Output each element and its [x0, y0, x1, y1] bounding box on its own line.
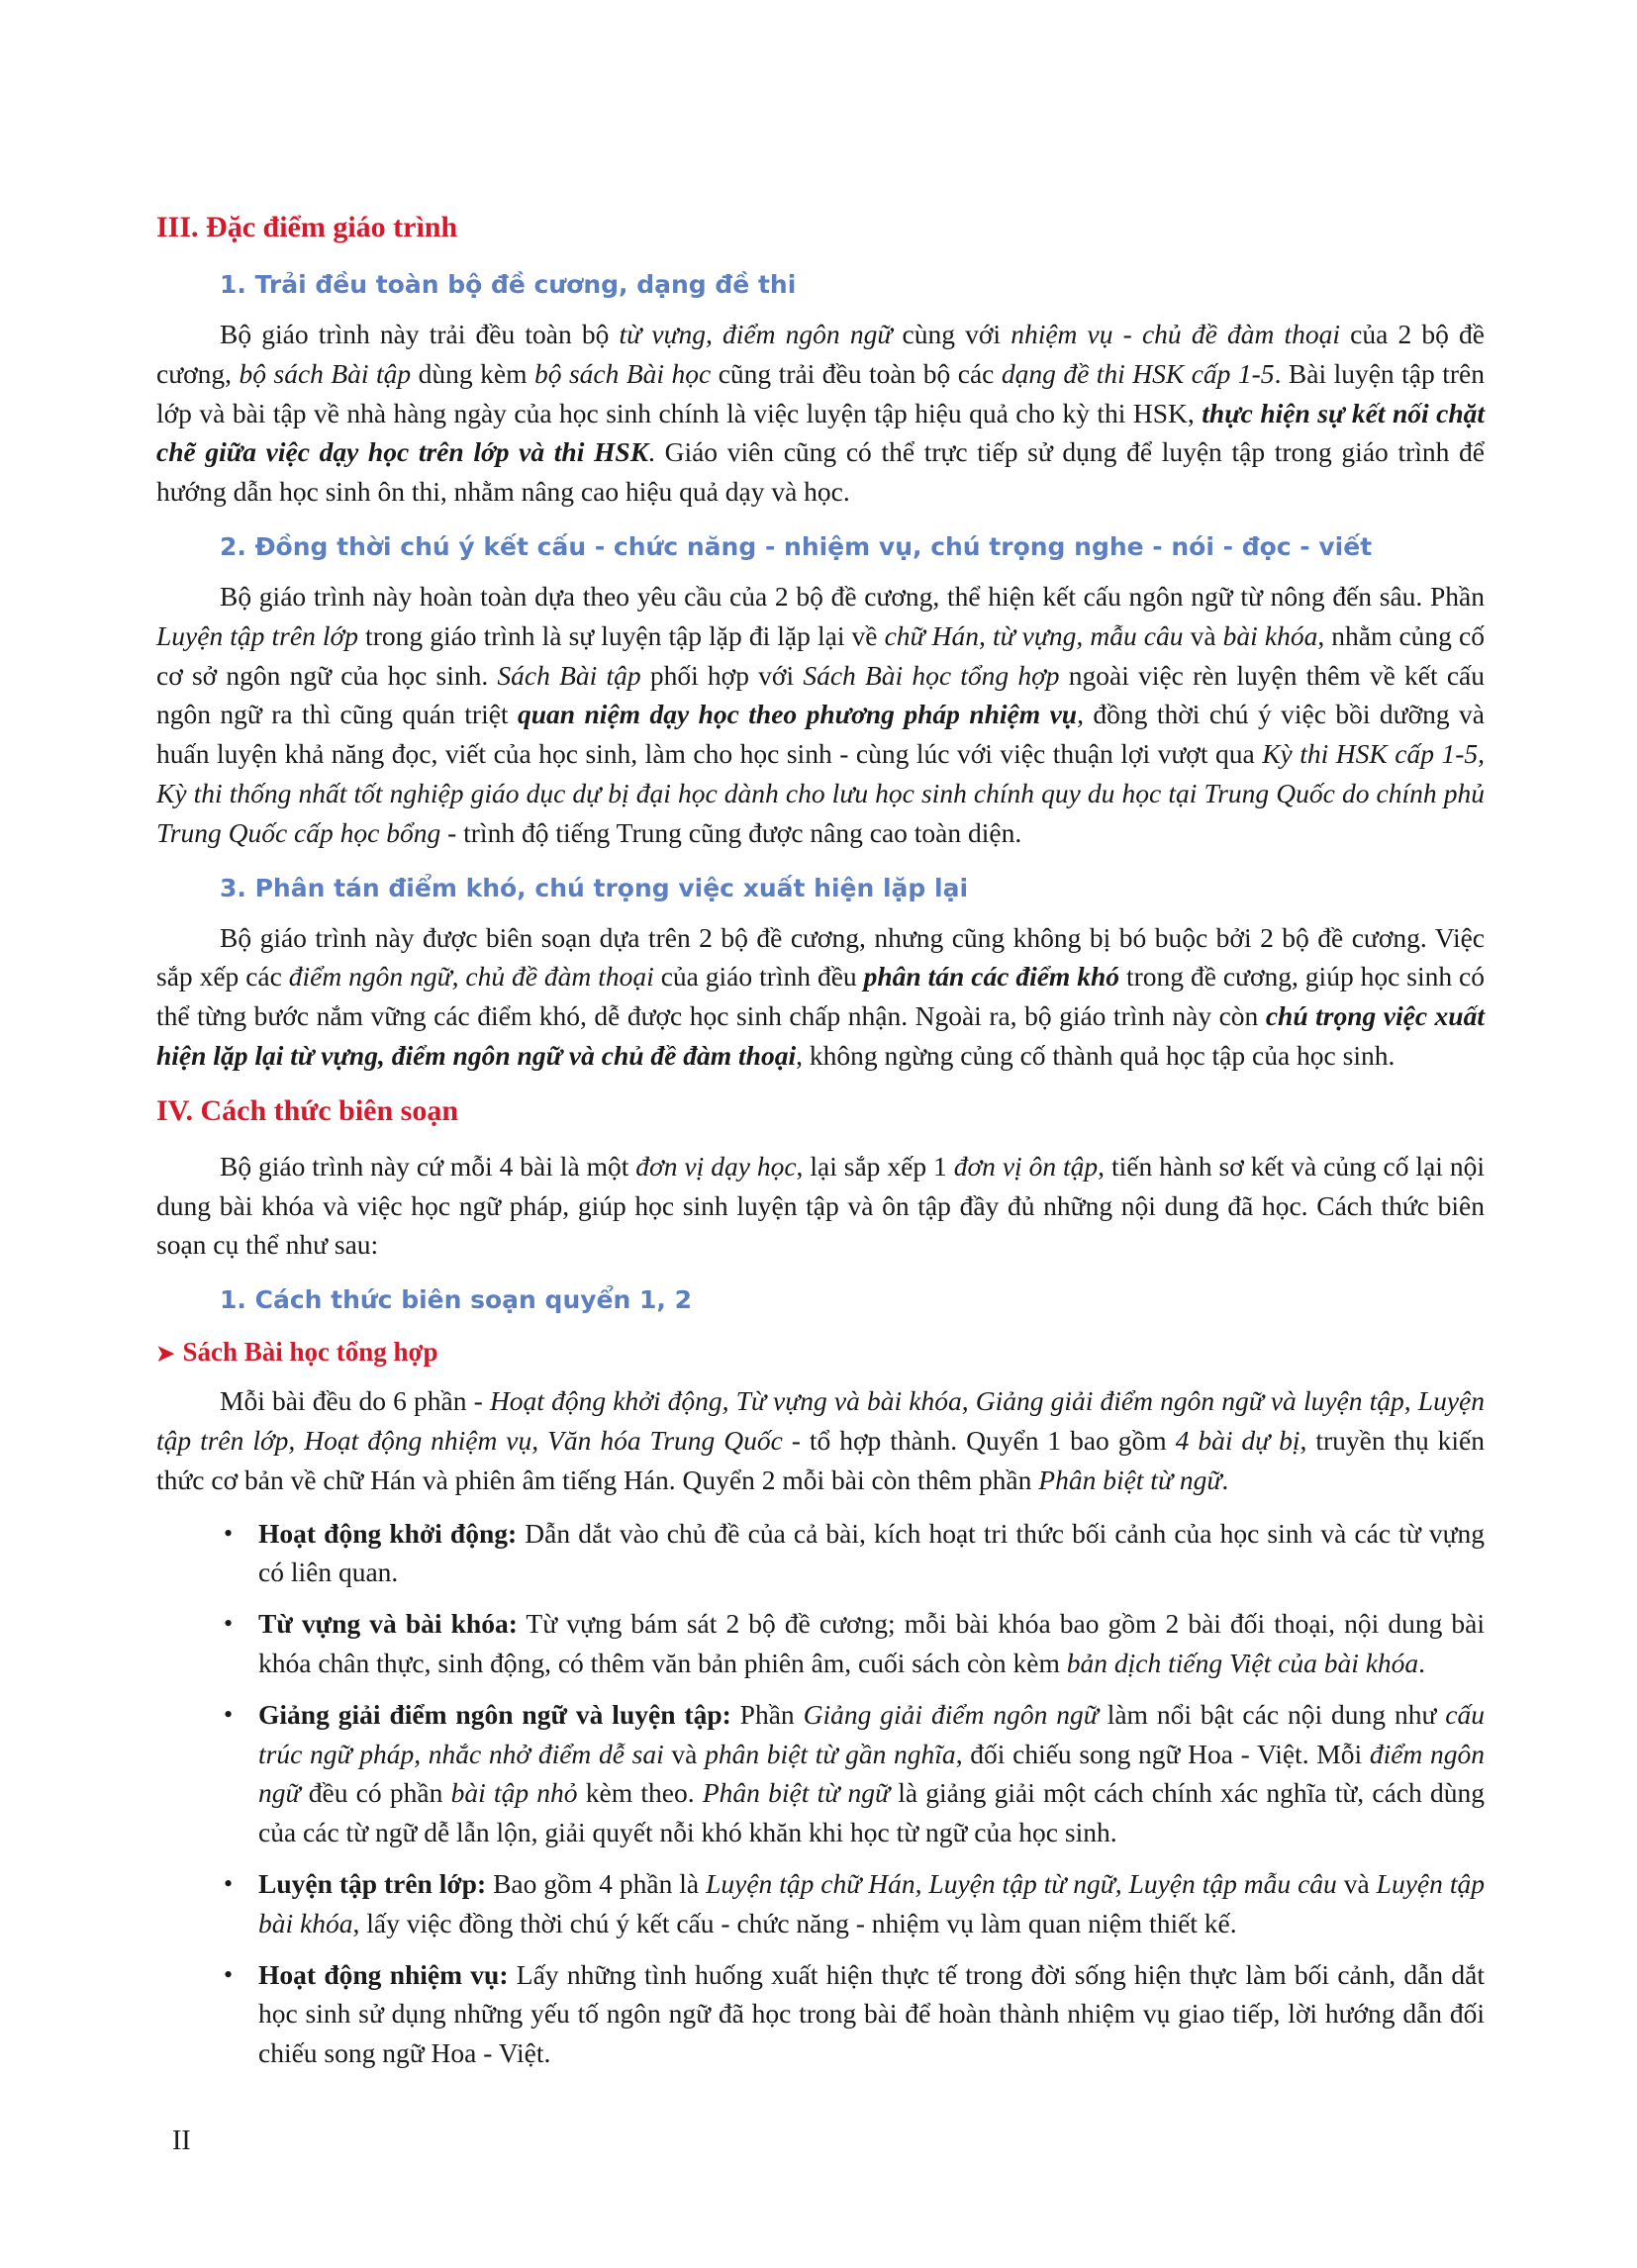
paragraph	[156, 315, 1485, 512]
text-run: - tổ hợp thành. Quyển 1 bao gồm	[782, 1424, 1176, 1456]
bold-italic-text: quan niệm dạy học theo phương pháp nhiệm vụ	[518, 699, 1078, 730]
italic-text: đơn vị ôn tập	[953, 1150, 1099, 1181]
text-run: Mỗi bài đều do 6 phần -	[220, 1385, 490, 1417]
text-run: 2. Đồng thời chú ý kết cấu - chức năng - nhiệm vụ, chú trọng nghe - nói - đọc - viết	[220, 531, 1373, 561]
text-run: cùng với	[892, 319, 1011, 349]
text-run: làm nổi bật các nội dung như	[1098, 1698, 1446, 1730]
italic-text: bản dịch tiếng Việt của bài khóa	[1066, 1647, 1419, 1678]
bullet-item	[156, 1604, 1485, 1683]
paragraph	[156, 1381, 1485, 1499]
paragraph	[156, 1147, 1485, 1265]
text-run: Phần	[730, 1698, 804, 1730]
bullet-item	[156, 1864, 1485, 1943]
italic-text: bộ sách Bài học	[533, 357, 712, 389]
text-run: .	[1221, 1464, 1229, 1495]
bullet-icon: •	[224, 1959, 234, 1989]
text-run: Sách Bài học tổng hợp	[182, 1337, 438, 1368]
text-run: , không ngừng củng cố thành quả học tập của học sinh.	[796, 1039, 1396, 1071]
page-number: II	[172, 2126, 191, 2156]
italic-text: dạng đề thi HSK cấp 1-5	[1001, 357, 1275, 389]
subsection-heading	[156, 867, 1485, 910]
text-run: , nhằm củng cố cơ sở ngôn ngữ của học sinh.	[156, 619, 1485, 691]
italic-text: cấu trúc ngữ pháp, nhắc nhở điểm dễ sai	[258, 1698, 1485, 1769]
subsection-heading	[156, 1278, 1485, 1322]
subsubsection-heading	[156, 1332, 1485, 1373]
section-heading	[156, 206, 1485, 249]
text-run: Bộ giáo trình này trải đều toàn bộ	[220, 319, 620, 349]
text-run: trong đề cương, giúp học sinh có thể từng bước nắm vững các điểm khó, dễ được học sinh chấp nhận. Ngoài ra, bộ giáo trình này còn	[156, 961, 1486, 1032]
bullet-item	[156, 1955, 1485, 2073]
text-run: của giáo trình đều	[653, 961, 864, 992]
text-run: và	[663, 1738, 706, 1769]
paragraph	[156, 918, 1485, 1076]
italic-text: chữ Hán, từ vựng, mẫu câu	[884, 619, 1184, 651]
text-run: Bao gồm 4 phần là	[486, 1867, 707, 1899]
italic-text: bài tập nhỏ	[450, 1777, 578, 1809]
text-run: đều có phần	[300, 1777, 451, 1809]
italic-text: Kỳ thi HSK cấp 1-5, Kỳ thi thống nhất tốt nghiệp giáo dục dự bị đại học dành cho lưu học sinh chính quy du học tại Trung Quốc do chính phủ Trung Quốc cấp học bổng	[156, 738, 1485, 848]
text-run: và	[1183, 619, 1223, 651]
italic-text: điểm ngôn ngữ	[258, 1738, 1485, 1809]
bullet-item	[156, 1695, 1485, 1852]
italic-text: đơn vị dạy học	[635, 1150, 797, 1181]
text-run: Bộ giáo trình này hoàn toàn dựa theo yêu cầu của 2 bộ đề cương, thể hiện kết cấu ngôn ngữ từ nông đến sâu. Phần	[220, 580, 1485, 612]
section-heading	[156, 1089, 1485, 1133]
italic-text: bộ sách Bài tập	[239, 357, 412, 389]
italic-text: Luyện tập chữ Hán, Luyện tập từ ngữ, Luyện tập mẫu câu	[706, 1867, 1337, 1899]
bold-text: Từ vựng và bài khóa:	[258, 1608, 518, 1640]
text-run: IV. Cách thức biên soạn	[156, 1093, 459, 1127]
text-run: , lấy việc đồng thời chú ý kết cấu - chức năng - nhiệm vụ làm quan niệm thiết kế.	[352, 1907, 1237, 1938]
text-run: - trình độ tiếng Trung cũng được nâng cao toàn diện.	[440, 816, 1022, 848]
italic-text: Sách Bài học tổng hợp	[803, 659, 1060, 691]
text-run: 1. Trải đều toàn bộ đề cương, dạng đề thi	[220, 270, 797, 299]
text-run: trong giáo trình là sự luyện tập lặp đi lặp lại về	[357, 619, 885, 651]
italic-text: 4 bài dự bị	[1175, 1424, 1300, 1456]
text-run: dùng kèm	[411, 357, 534, 389]
bullet-icon: •	[224, 1609, 234, 1639]
italic-text: Luyện tập bài khóa	[258, 1867, 1485, 1938]
text-run: 3. Phân tán điểm khó, chú trọng việc xuất hiện lặp lại	[220, 873, 969, 902]
text-run: . Bài luyện tập trên lớp và bài tập về nhà hàng ngày của học sinh chính là việc luyện tập hiệu quả cho kỳ thi HSK,	[156, 357, 1485, 428]
italic-text: Giảng giải điểm ngôn ngữ	[803, 1698, 1099, 1730]
text-run: .	[1418, 1647, 1426, 1678]
italic-text: Sách Bài tập	[497, 659, 641, 691]
italic-text: từ vựng, điểm ngôn ngữ	[619, 319, 893, 349]
text-run: 1. Cách thức biên soạn quyển 1, 2	[220, 1285, 692, 1315]
text-run: , lại sắp xếp 1	[796, 1150, 954, 1181]
text-run: , truyền thụ kiến thức cơ bản về chữ Hán và phiên âm tiếng Hán. Quyển 2 mỗi bài còn thêm phần	[156, 1424, 1485, 1495]
bold-text: Giảng giải điểm ngôn ngữ và luyện tập:	[258, 1698, 731, 1730]
text-run: Bộ giáo trình này được biên soạn dựa trên 2 bộ đề cương, nhưng cũng không bị bó buộc bởi 2 bộ đề cương. Việc sắp xếp các	[156, 921, 1485, 992]
bold-italic-text: thực hiện sự kết nối chặt chẽ giữa việc dạy học trên lớp và thi HSK	[156, 397, 1486, 468]
subsection-heading	[156, 263, 1485, 307]
page-content	[156, 206, 1485, 2085]
text-run: , tiến hành sơ kết và củng cố lại nội dung bài khóa và việc học ngữ pháp, giúp học sinh luyện tập và ôn tập đầy đủ những nội dung đã học. Cách thức biên soạn cụ thể như sau:	[156, 1150, 1485, 1261]
bold-text: Luyện tập trên lớp:	[258, 1867, 487, 1899]
arrow-bullet-icon: ➤	[156, 1341, 175, 1367]
text-run: phối hợp với	[640, 659, 804, 691]
italic-text: phân biệt từ gần nghĩa	[705, 1738, 956, 1769]
text-run: cũng trải đều toàn bộ các	[711, 357, 1002, 389]
bullet-icon: •	[224, 1518, 234, 1548]
bullet-icon: •	[224, 1699, 234, 1729]
text-run: kèm theo.	[577, 1777, 703, 1809]
italic-text: bài khóa	[1222, 619, 1318, 651]
text-run: là giảng giải một cách chính xác nghĩa từ, cách dùng của các từ ngữ dễ lẫn lộn, giải quyết nỗi khó khăn khi học từ ngữ của học sinh.	[258, 1777, 1486, 1848]
italic-text: Phân biệt từ ngữ	[1038, 1464, 1222, 1495]
text-run: , đối chiếu song ngữ Hoa - Việt. Mỗi	[955, 1738, 1370, 1769]
bullet-icon: •	[224, 1868, 234, 1898]
italic-text: Hoạt động khởi động, Từ vựng và bài khóa, Giảng giải điểm ngôn ngữ và luyện tập, Luyện tập trên lớp, Hoạt động nhiệm vụ, Văn hóa Trung Quốc	[156, 1385, 1485, 1456]
text-run: III. Đặc điểm giáo trình	[156, 211, 458, 243]
bold-text: Hoạt động khởi động:	[258, 1517, 518, 1549]
italic-text: Phân biệt từ ngữ	[702, 1777, 890, 1809]
bold-italic-text: chú trọng việc xuất hiện lặp lại từ vựng, điểm ngôn ngữ và chủ đề đàm thoại	[156, 1000, 1485, 1071]
bold-text: Hoạt động nhiệm vụ:	[258, 1958, 509, 1990]
text-run: ngoài việc rèn luyện thêm về kết cấu ngôn ngữ ra thì cũng quán triệt	[156, 659, 1486, 730]
text-run: Dẫn dắt vào chủ đề của cả bài, kích hoạt tri thức bối cảnh của học sinh và các từ vựng có liên quan.	[258, 1517, 1485, 1588]
subsection-heading	[156, 525, 1485, 569]
italic-text: điểm ngôn ngữ, chủ đề đàm thoại	[288, 961, 654, 992]
text-run: . Giáo viên cũng có thể trực tiếp sử dụng để luyện tập trong giáo trình để hướng dẫn học sinh ôn thi, nhằm nâng cao hiệu quả dạy và học.	[156, 436, 1486, 508]
text-run: của 2 bộ đề cương,	[156, 319, 1485, 389]
bullet-item	[156, 1514, 1485, 1593]
text-run: Bộ giáo trình này cứ mỗi 4 bài là một	[220, 1150, 636, 1181]
text-run: , đồng thời chú ý việc bồi dưỡng và huấn luyện khả năng đọc, viết của học sinh, làm cho học sinh - cùng lúc với việc thuận lợi vượt qua	[156, 699, 1486, 770]
text-run: Lấy những tình huống xuất hiện thực tế trong đời sống hiện thực làm bối cảnh, dẫn dắt học sinh sử dụng những yếu tố ngôn ngữ đã học trong bài để hoàn thành nhiệm vụ giao tiếp, lời hướng dẫn đối chiếu song ngữ Hoa - Việt.	[258, 1958, 1485, 2069]
text-run: Từ vựng bám sát 2 bộ đề cương; mỗi bài khóa bao gồm 2 bài đối thoại, nội dung bài khóa chân thực, sinh động, có thêm văn bản phiên âm, cuối sách còn kèm	[258, 1608, 1485, 1678]
text-run: và	[1336, 1867, 1377, 1899]
bold-italic-text: phân tán các điểm khó	[863, 961, 1120, 992]
italic-text: Luyện tập trên lớp	[156, 619, 358, 651]
paragraph	[156, 577, 1485, 853]
italic-text: nhiệm vụ - chủ đề đàm thoại	[1011, 319, 1340, 349]
